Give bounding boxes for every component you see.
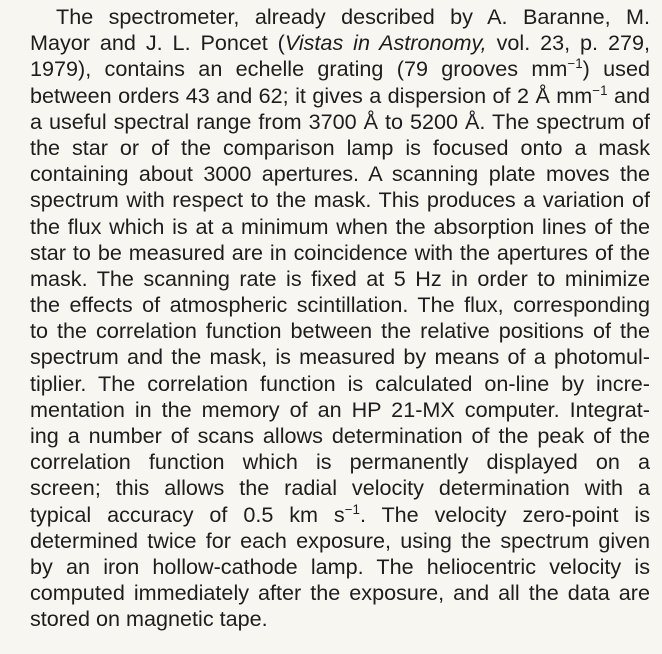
- text-segment: typical accuracy of 0.5 km s: [30, 501, 345, 527]
- text-line: [30, 502, 650, 528]
- text-segment: tiplier. The correlation function is calculated on-line by incre-: [30, 370, 650, 396]
- text-line: [30, 580, 650, 606]
- text-segment: 1979), contains an echelle grating (79 grooves mm: [30, 56, 568, 82]
- document-paragraph: [30, 4, 650, 633]
- text-line: [30, 423, 650, 449]
- text-segment: a useful spectral range from 3700 Å to 5200 Å. The spectrum of: [30, 108, 650, 134]
- text-line: [30, 606, 650, 632]
- text-line: [30, 266, 650, 292]
- text-segment: spectrum with respect to the mask. This produces a variation of: [30, 187, 650, 213]
- superscript-exponent: −1: [592, 82, 608, 98]
- text-segment: mentation in the memory of an HP 21-MX computer. Integrat-: [30, 396, 650, 422]
- text-segment: correlation function which is permanently displayed on a: [30, 449, 650, 475]
- text-segment: stored on magnetic tape.: [30, 606, 268, 632]
- text-segment: . The velocity zero-point is: [359, 501, 650, 527]
- text-segment: ing a number of scans allows determination of the peak of the: [30, 423, 650, 448]
- text-segment: by an iron hollow-cathode lamp. The heliocentric velocity is: [30, 553, 650, 579]
- text-segment: vol. 23, p. 279,: [486, 30, 650, 56]
- text-segment: containing about 3000 apertures. A scanning plate moves the: [30, 161, 650, 187]
- superscript-exponent: −1: [567, 56, 583, 72]
- text-segment: mask. The scanning rate is fixed at 5 Hz in order to minimize: [30, 265, 650, 291]
- text-line: [30, 475, 650, 501]
- text-line: [30, 240, 650, 266]
- text-line: [30, 161, 650, 187]
- text-line: [30, 83, 650, 109]
- text-line: [30, 109, 650, 135]
- text-line: [30, 397, 650, 423]
- text-segment: and: [607, 82, 650, 108]
- text-line: [30, 214, 650, 240]
- text-line: [30, 528, 650, 554]
- text-segment: the star or of the comparison lamp is focused onto a mask: [30, 134, 650, 160]
- text-segment: determined twice for each exposure, using the spectrum given: [30, 527, 650, 553]
- text-line: [30, 449, 650, 475]
- text-segment: star to be measured are in coincidence with the apertures of the: [30, 239, 650, 265]
- text-segment: Mayor and J. L. Poncet (: [30, 30, 285, 56]
- text-line: [30, 4, 650, 30]
- text-segment: spectrum and the mask, is measured by means of a photomul-: [30, 344, 650, 370]
- text-line: [30, 30, 650, 56]
- text-segment: The spectrometer, already described by A. Baranne, M.: [56, 4, 650, 29]
- text-line: [30, 187, 650, 213]
- text-line: [30, 318, 650, 344]
- text-segment: between orders 43 and 62; it gives a dispersion of 2 Å mm: [30, 82, 593, 108]
- text-segment: computed immediately after the exposure, and all the data are: [30, 580, 650, 606]
- text-line: [30, 344, 650, 370]
- text-line: [30, 56, 650, 82]
- text-line: [30, 371, 650, 397]
- text-segment: the effects of atmospheric scintillation. The flux, corresponding: [30, 292, 650, 318]
- text-segment: to the correlation function between the relative positions of the: [30, 318, 650, 344]
- superscript-exponent: −1: [344, 501, 360, 517]
- journal-title: Vistas in Astronomy,: [284, 30, 487, 56]
- text-segment: ) used: [582, 56, 650, 82]
- text-line: [30, 292, 650, 318]
- text-line: [30, 554, 650, 580]
- text-line: [30, 135, 650, 161]
- text-segment: the flux which is at a minimum when the absorption lines of the: [30, 213, 650, 239]
- text-segment: screen; this allows the radial velocity determination with a: [30, 475, 650, 501]
